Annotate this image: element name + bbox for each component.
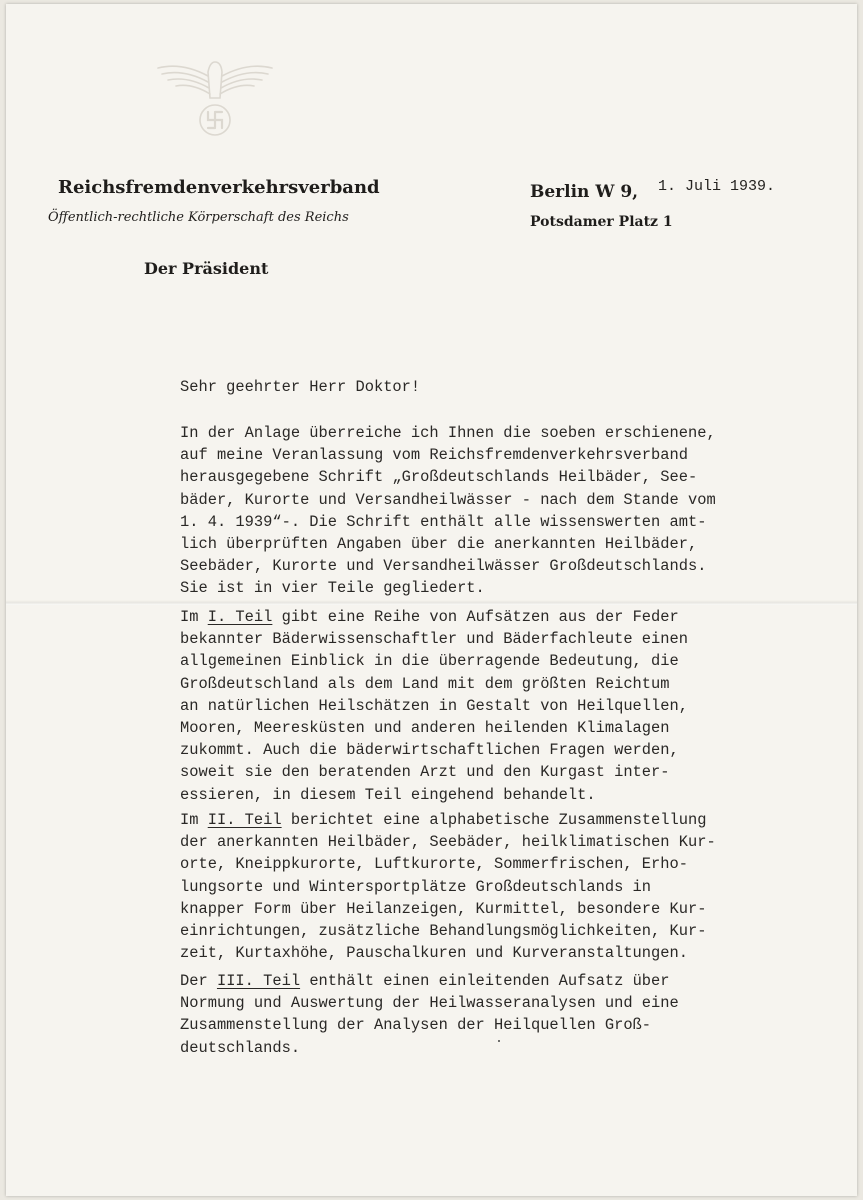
text-line: lungsorte und Wintersportplätze Großdeutschlands in [180,877,652,896]
letter-page [6,4,857,1196]
text-line: Mooren, Meeresküsten und anderen heilenden Klimalagen [180,719,670,738]
line-lead: Im [180,608,208,626]
sender-title: Der Präsident [144,259,269,278]
text-line: 1. 4. 1939“-. Die Schrift enthält alle wissenswerten amt- [180,512,707,531]
text-line: Großdeutschland als dem Land mit dem größten Reichtum [180,674,670,693]
text-line: orte, Kneippkurorte, Luftkurorte, Sommerfrischen, Erho- [180,855,688,874]
text-line: In der Anlage überreiche ich Ihnen die soeben erschienene, [180,424,716,442]
paragraph-part-two [180,809,820,964]
text-line: knapper Form über Heilanzeigen, Kurmittel, besondere Kur- [180,899,707,918]
part-label: III. Teil [216,972,301,990]
text-line: zeit, Kurtaxhöhe, Pauschalkuren und Kurveranstaltungen. [180,944,688,963]
text-line: deutschlands. [180,1038,301,1057]
line-lead: Der [180,972,217,990]
paper-fold [6,600,857,605]
paragraph-intro [180,422,820,600]
line-rest: enthält einen einleitenden Aufsatz über [300,972,670,990]
text-line: allgemeinen Einblick in die überragende Bedeutung, die [180,652,679,671]
line-lead: Im [180,811,208,829]
text-line: zukommt. Auch die bäderwirtschaftlichen Fragen werden, [180,741,679,760]
text-line: an natürlichen Heilschätzen in Gestalt von Heilquellen, [180,696,688,715]
sender-address: Potsdamer Platz 1 [530,214,673,230]
eagle-swastika-emblem-icon [152,54,278,146]
text-line [180,606,820,628]
organization-name: Reichsfremdenverkehrsverband [58,177,380,198]
text-line: der anerkannten Heilbäder, Seebäder, heilklimatischen Kur- [180,833,716,852]
paragraph-part-three [180,970,820,1059]
ink-speck [498,1040,500,1042]
text-line: soweit sie den beratenden Arzt und den Kurgast inter- [180,763,670,782]
text-line: Normung und Auswertung der Heilwasseranalysen und eine [180,994,679,1013]
text-line: bäder, Kurorte und Versandheilwässer - nach dem Stande vom [180,490,716,509]
text-line: einrichtungen, zusätzliche Behandlungsmöglichkeiten, Kur- [180,922,707,941]
text-line: essieren, in diesem Teil eingehend behandelt. [180,785,596,804]
letter-date: 1. Juli 1939. [658,178,776,195]
text-line: herausgegebene Schrift „Großdeutschlands Heilbäder, See- [180,468,698,487]
text-line: Zusammenstellung der Analysen der Heilquellen Groß- [180,1016,652,1035]
line-rest: gibt eine Reihe von Aufsätzen aus der Feder [272,608,679,626]
line-rest: berichtet eine alphabetische Zusammenstellung [281,811,707,829]
organization-subtitle: Öffentlich-rechtliche Körperschaft des Reichs [48,210,349,225]
part-label: I. Teil [207,608,273,626]
part-label: II. Teil [207,811,282,829]
text-line: lich überprüften Angaben über die anerkannten Heilbäder, [180,535,698,554]
text-line: Seebäder, Kurorte und Versandheilwässer Großdeutschlands. [180,557,707,576]
sender-city: Berlin W 9, [530,182,639,202]
text-line: bekannter Bäderwissenschaftler und Bäderfachleute einen [180,630,688,649]
text-line [180,809,820,831]
paragraph-part-one [180,606,820,806]
text-line [180,970,820,992]
text-line: Sie ist in vier Teile gegliedert. [180,579,485,598]
salutation: Sehr geehrter Herr Doktor! [180,378,421,396]
text-line: auf meine Veranlassung vom Reichsfremdenverkehrsverband [180,446,688,465]
